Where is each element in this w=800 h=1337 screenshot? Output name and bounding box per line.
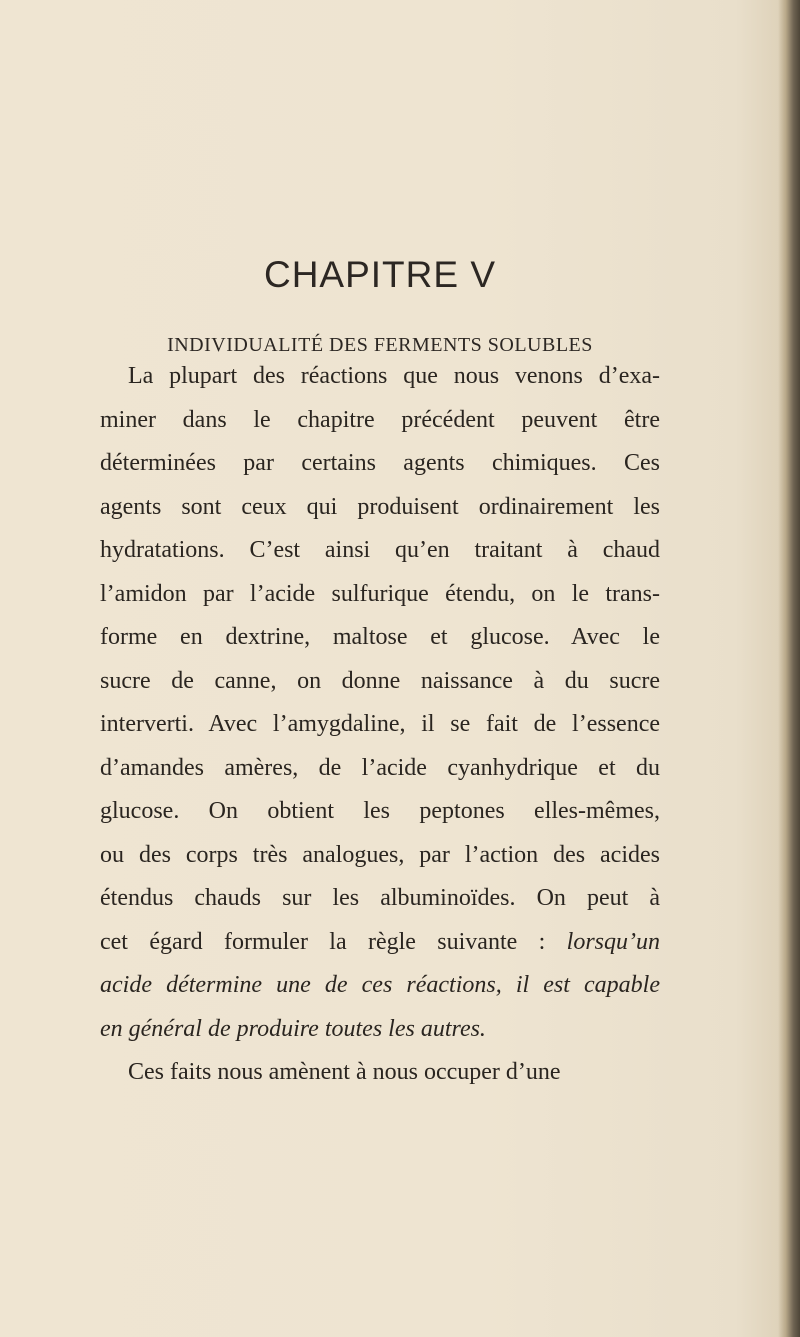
text-line: forme en dextrine, maltose et glucose. Avec le [100, 624, 660, 650]
text-line: La plupart des réactions que nous venons d’exa- [128, 363, 660, 389]
chapter-subtitle: INDIVIDUALITÉ DES FERMENTS SOLUBLES [167, 334, 593, 356]
text-line: glucose. On obtient les peptones elles-mêmes, [100, 798, 660, 824]
text-line: d’amandes amères, de l’acide cyanhydrique et du [100, 754, 660, 781]
text-line [100, 1008, 660, 1052]
text-line: l’amidon par l’acide sulfurique étendu, on le trans- [100, 580, 660, 607]
text-roman: cet égard formuler la règle suivante : [100, 928, 567, 955]
text-line: interverti. Avec l’amygdaline, il se fait de l’essence [100, 711, 660, 737]
page-edge-shadow [778, 0, 800, 1337]
text-line: sucre de canne, on donne naissance à du sucre [100, 667, 660, 694]
text-line: ou des corps très analogues, par l’action des acides [100, 841, 660, 868]
text-italic: lorsqu’un [566, 928, 660, 955]
text-line: Ces faits nous amènent à nous occuper d’une [128, 1059, 561, 1085]
body-text [100, 355, 660, 1095]
text-line: agents sont ceux qui produisent ordinairement les [100, 493, 660, 520]
chapter-title: CHAPITRE V [263, 254, 497, 295]
text-line [100, 964, 660, 1008]
text-line: hydratations. C’est ainsi qu’en traitant à chaud [100, 537, 660, 563]
text-italic: acide détermine une de ces réactions, il est capable [100, 972, 660, 998]
text-italic: en général de produire toutes les autres. [100, 1015, 486, 1042]
text-line: déterminées par certains agents chimiques. Ces [100, 450, 660, 476]
text-line: étendus chauds sur les albuminoïdes. On peut à [100, 885, 660, 911]
text-line [100, 921, 660, 965]
text-line: miner dans le chapitre précédent peuvent être [100, 406, 660, 433]
